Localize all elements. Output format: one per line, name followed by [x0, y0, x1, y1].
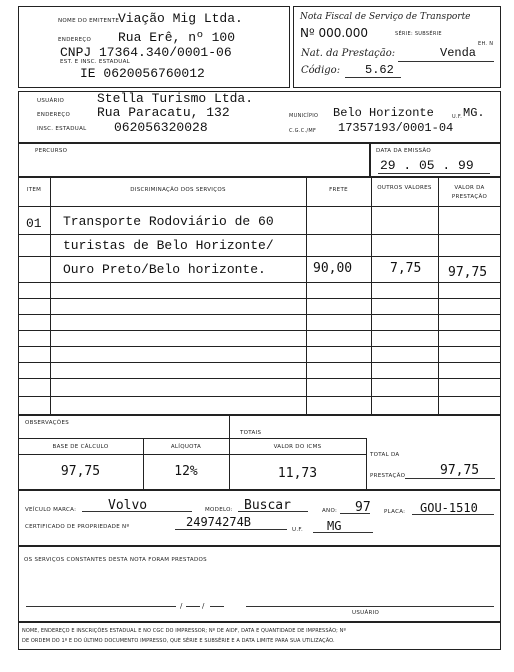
- percurso-box: [18, 143, 370, 177]
- client-endereco-label: ENDEREÇO: [37, 112, 71, 118]
- issuer-name-label: NOME DO EMITENTE: [58, 18, 120, 24]
- receipt-usuario-label: USUÁRIO: [352, 610, 380, 616]
- receipt-date-line: [26, 606, 176, 607]
- prestacao-label: PRESTAÇÃO: [370, 473, 406, 479]
- issuer-cnpj: CNPJ 17364.340/0001-06: [60, 45, 232, 60]
- receipt-signature-line: [246, 606, 494, 607]
- nota-title: Nota Fiscal de Serviço de Transporte: [300, 12, 471, 22]
- issuer-ie: IE 0620056760012: [80, 66, 205, 81]
- valor-value: 97,75: [448, 265, 488, 280]
- codigo-underline: [345, 77, 401, 78]
- issuer-name: Viação Mig Ltda.: [118, 11, 243, 26]
- totais-label: TOTAIS: [240, 430, 262, 436]
- header-descricao: DISCRIMINAÇÃO DOS SERVIÇOS: [130, 187, 226, 193]
- municipio-label: MUNICÍPIO: [289, 113, 319, 119]
- receipt-text: OS SERVIÇOS CONSTANTES DESTA NOTA FORAM PRESTADOS: [24, 557, 207, 563]
- vehicle-uf-label: U.F.: [292, 527, 304, 533]
- usuario-value: Stella Turismo Ltda.: [97, 91, 254, 106]
- percurso-label: PERCURSO: [35, 148, 68, 154]
- ano-value: 97: [355, 500, 371, 515]
- services-table: [18, 177, 501, 415]
- municipio-value: Belo Horizonte: [333, 106, 434, 120]
- marca-value: Volvo: [108, 498, 148, 513]
- vehicle-uf-value: MG: [327, 519, 342, 533]
- nota-number: Nº 000.000: [300, 26, 369, 40]
- item-number: 01: [26, 216, 42, 231]
- usuario-label: USUÁRIO: [37, 98, 65, 104]
- service-line-3: Ouro Preto/Belo horizonte.: [63, 262, 266, 277]
- nota-side-mark: EH. N: [478, 41, 494, 47]
- client-uf-label: U.F.: [452, 114, 463, 120]
- certificado-value: 24974274B: [186, 515, 252, 529]
- natureza-label: Nat. da Prestação:: [301, 48, 396, 59]
- service-line-2: turistas de Belo Horizonte/: [63, 238, 274, 253]
- icms-label: VALOR DO ICMS: [273, 444, 322, 450]
- aliquota-value: 12%: [174, 464, 198, 479]
- service-line-1: Transporte Rodoviário de 60: [63, 214, 274, 229]
- client-cnpj-label: C.G.C./MF: [289, 128, 317, 134]
- header-outros: OUTROS VALORES: [377, 185, 432, 191]
- footer-line-1: NOME, ENDEREÇO E INSCRIÇÕES ESTADUAL E NO CGC DO IMPRESSOR; Nº DE AIDF, DATA E QUANTIDADE DE IMPRESSÃO; Nº: [22, 628, 346, 634]
- client-insc: 062056320028: [114, 120, 208, 135]
- data-label: DATA DA EMISSÃO: [376, 148, 431, 154]
- header-frete: FRETE: [329, 187, 348, 193]
- icms-value: 11,73: [277, 466, 318, 481]
- issuer-address-label: ENDEREÇO: [58, 37, 92, 43]
- client-endereco: Rua Paracatu, 132: [97, 105, 230, 120]
- data-value: 29 . 05 . 99: [380, 158, 474, 173]
- footer-line-2: DE ORDEM DO 1º E DO ÚLTIMO DOCUMENTO IMPRESSO, QUE SÉRIE E SUBSÉRIE E A DATA LIMITE PARA SUA UTILIZAÇÃO.: [22, 638, 335, 644]
- issuer-address: Rua Erê, nº 100: [118, 30, 236, 45]
- outros-value: 7,75: [390, 261, 422, 276]
- receipt-date-sep-2: /: [202, 602, 205, 610]
- placa-label: PLACA:: [384, 509, 406, 515]
- footer-box: [18, 622, 501, 650]
- header-valor: VALOR DA PRESTAÇÃO: [451, 185, 488, 200]
- placa-value: GOU-1510: [420, 501, 478, 515]
- frete-value: 90,00: [313, 261, 353, 276]
- aliquota-label: ALÍQUOTA: [170, 444, 202, 450]
- ano-label: ANO:: [322, 508, 338, 514]
- receipt-date-sep-1: /: [180, 602, 183, 610]
- natureza-value: Venda: [440, 46, 477, 60]
- header-item: ITEM: [26, 187, 42, 193]
- total-label: TOTAL DA: [370, 452, 400, 458]
- base-label: BASE DE CÁLCULO: [52, 444, 109, 450]
- modelo-label: MODELO:: [205, 507, 233, 513]
- client-insc-label: INSC. ESTADUAL: [37, 126, 87, 132]
- certificado-label: CERTIFICADO DE PROPRIEDADE Nº: [25, 524, 130, 530]
- observacoes-label: OBSERVAÇÕES: [25, 420, 70, 426]
- total-underline: [405, 478, 495, 479]
- codigo-value: 5.62: [365, 63, 394, 77]
- issuer-insc-label: EST. E INSC. ESTADUAL: [60, 59, 131, 65]
- data-underline: [378, 173, 490, 174]
- codigo-label: Código:: [301, 65, 341, 76]
- modelo-value: Buscar: [244, 498, 291, 513]
- client-cnpj: 17357193/0001-04: [338, 121, 454, 135]
- client-uf: MG.: [463, 106, 485, 120]
- natureza-underline: [398, 61, 494, 62]
- base-value: 97,75: [60, 464, 101, 479]
- veiculo-label: VEÍCULO MARCA:: [25, 507, 77, 513]
- total-value: 97,75: [440, 463, 480, 478]
- nota-serie: SÉRIE: SUBSÉRIE: [395, 31, 442, 37]
